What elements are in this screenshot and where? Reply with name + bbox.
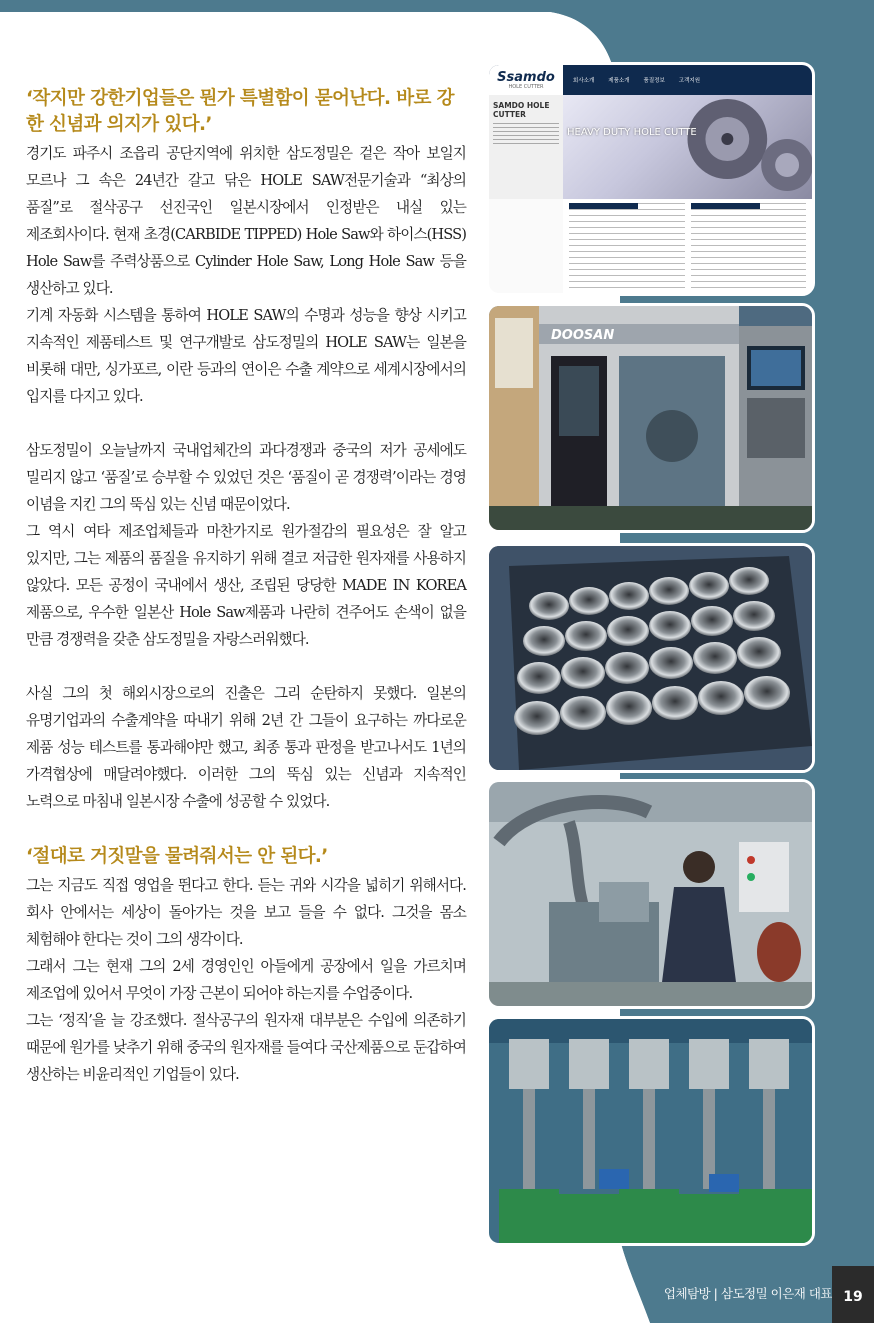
footer-caption: 업체탐방 | 삼도정밀 이은재 대표 xyxy=(663,1286,832,1301)
website-content xyxy=(489,199,812,293)
samdo-logo: Ssamdo HOLE CUTTER xyxy=(489,65,563,95)
website-sidebar: SAMDO HOLE CUTTER xyxy=(489,95,563,199)
website-nav-item: 품질정보 xyxy=(643,78,665,84)
cnc-brand-label: DOOSAN xyxy=(551,328,615,343)
cnc-machine-photo xyxy=(486,303,815,533)
paragraph-6: 그는 지금도 직접 영업을 뛴다고 한다. 듣는 귀와 시각을 넓히기 위해서다. 회사 안에서는 세상이 돌아가는 것을 보고 들을 수 없다. 그것을 몸소 체험해야 한다는 것이 그의 생각이다. xyxy=(26,877,466,948)
website-banner-text: HEAVY DUTY HOLE CUTTE xyxy=(567,127,697,138)
website-nav-item: 회사소개 xyxy=(573,78,595,84)
article-heading-2: ‘절대로 거짓말을 물려줘서는 안 된다.’ xyxy=(26,846,328,867)
website-header xyxy=(489,65,812,95)
hole-saw-parts-photo xyxy=(486,543,815,773)
website-banner xyxy=(563,95,812,199)
paragraph-8: 그는 ‘정직’을 늘 강조했다. 절삭공구의 원자재 대부분은 수입에 의존하기 때문에 원가를 낮추기 위해 중국의 원자재를 들여다 국산제품으로 둔갑하여 생산하는 비윤리적인 기업들이 있다. xyxy=(26,1012,466,1083)
website-screenshot-photo xyxy=(486,62,815,296)
paragraph-1: 경기도 파주시 조읍리 공단지역에 위치한 삼도정밀은 겉은 작아 보일지 모르나 그 속은 24년간 갈고 닦은 HOLE SAW전문기술과 “최상의 품질”로 절삭공구 선진국인 일본시장에서 인정받은 내실 있는 제조회사이다. 현재 초경(CARBIDE TIPPED) Hole Saw와 하이스(HSS) Hole Saw를 주력상품으로 Cylinder Hole Saw, Long Hole Saw 등을 생산하고 있다. xyxy=(26,145,466,297)
website-nav-item: 제품소개 xyxy=(608,78,630,84)
website-nav xyxy=(573,76,700,84)
paragraph-4: 그 역시 여타 제조업체들과 마찬가지로 원가절감의 필요성은 잘 알고 있지만, 그는 제품의 품질을 유지하기 위해 결코 저급한 원자재를 사용하지 않았다. 모든 공정이 국내에서 생산, 조립된 당당한 MADE IN KOREA 제품으로, 우수한 일본산 Hole Saw제품과 나란히 견주어도 손색이 없을 만큼 경쟁력을 갖춘 삼도정밀을 자랑스러워했다. xyxy=(26,523,466,648)
paragraph-7: 그래서 그는 현재 그의 2세 경영인인 아들에게 공장에서 일을 가르치며 제조업에 있어서 무엇이 가장 근본이 되어야 하는지를 수업중이다. xyxy=(26,958,466,1002)
paragraph-3: 삼도정밀이 오늘날까지 국내업체간의 과다경쟁과 중국의 저가 공세에도 밀리지 않고 ‘품질’로 승부할 수 있었던 것은 ‘품질이 곧 경쟁력’이라는 경영 이념을 지킨 그의 뚝심 있는 신념 때문이었다. xyxy=(26,442,466,513)
paragraph-2: 기계 자동화 시스템을 통하여 HOLE SAW의 수명과 성능을 향상 시키고 지속적인 제품테스트 및 연구개발로 삼도정밀의 HOLE SAW는 일본을 비롯해 대만, 싱가포르, 이란 등과의 연이은 수출 계약으로 세계시장에서의 입지를 다지고 있다. xyxy=(26,307,466,405)
factory-worker-photo xyxy=(486,779,815,1009)
website-hero xyxy=(489,95,812,199)
paragraph-5: 사실 그의 첫 해외시장으로의 진출은 그리 순탄하지 못했다. 일본의 유명기업과의 수출계약을 따내기 위해 2년 간 그들이 요구하는 까다로운 제품 성능 테스트를 통과해야만 했고, 최종 통과 판정을 받고나서도 1년의 가격협상에 매달려야했다. 이러한 그의 뚝심 있는 신념과 지속적인 노력으로 마침내 일본시장 수출에 성공할 수 있었다. xyxy=(26,685,466,810)
article-body xyxy=(26,86,466,1088)
article-heading-1: ‘작지만 강한기업들은 뭔가 특별함이 묻어난다. 바로 강한 신념과 의지가 있다.’ xyxy=(26,88,454,135)
website-nav-item: 고객지원 xyxy=(678,78,701,84)
page-number: 19 xyxy=(832,1266,874,1323)
drill-press-photo xyxy=(486,1016,815,1246)
